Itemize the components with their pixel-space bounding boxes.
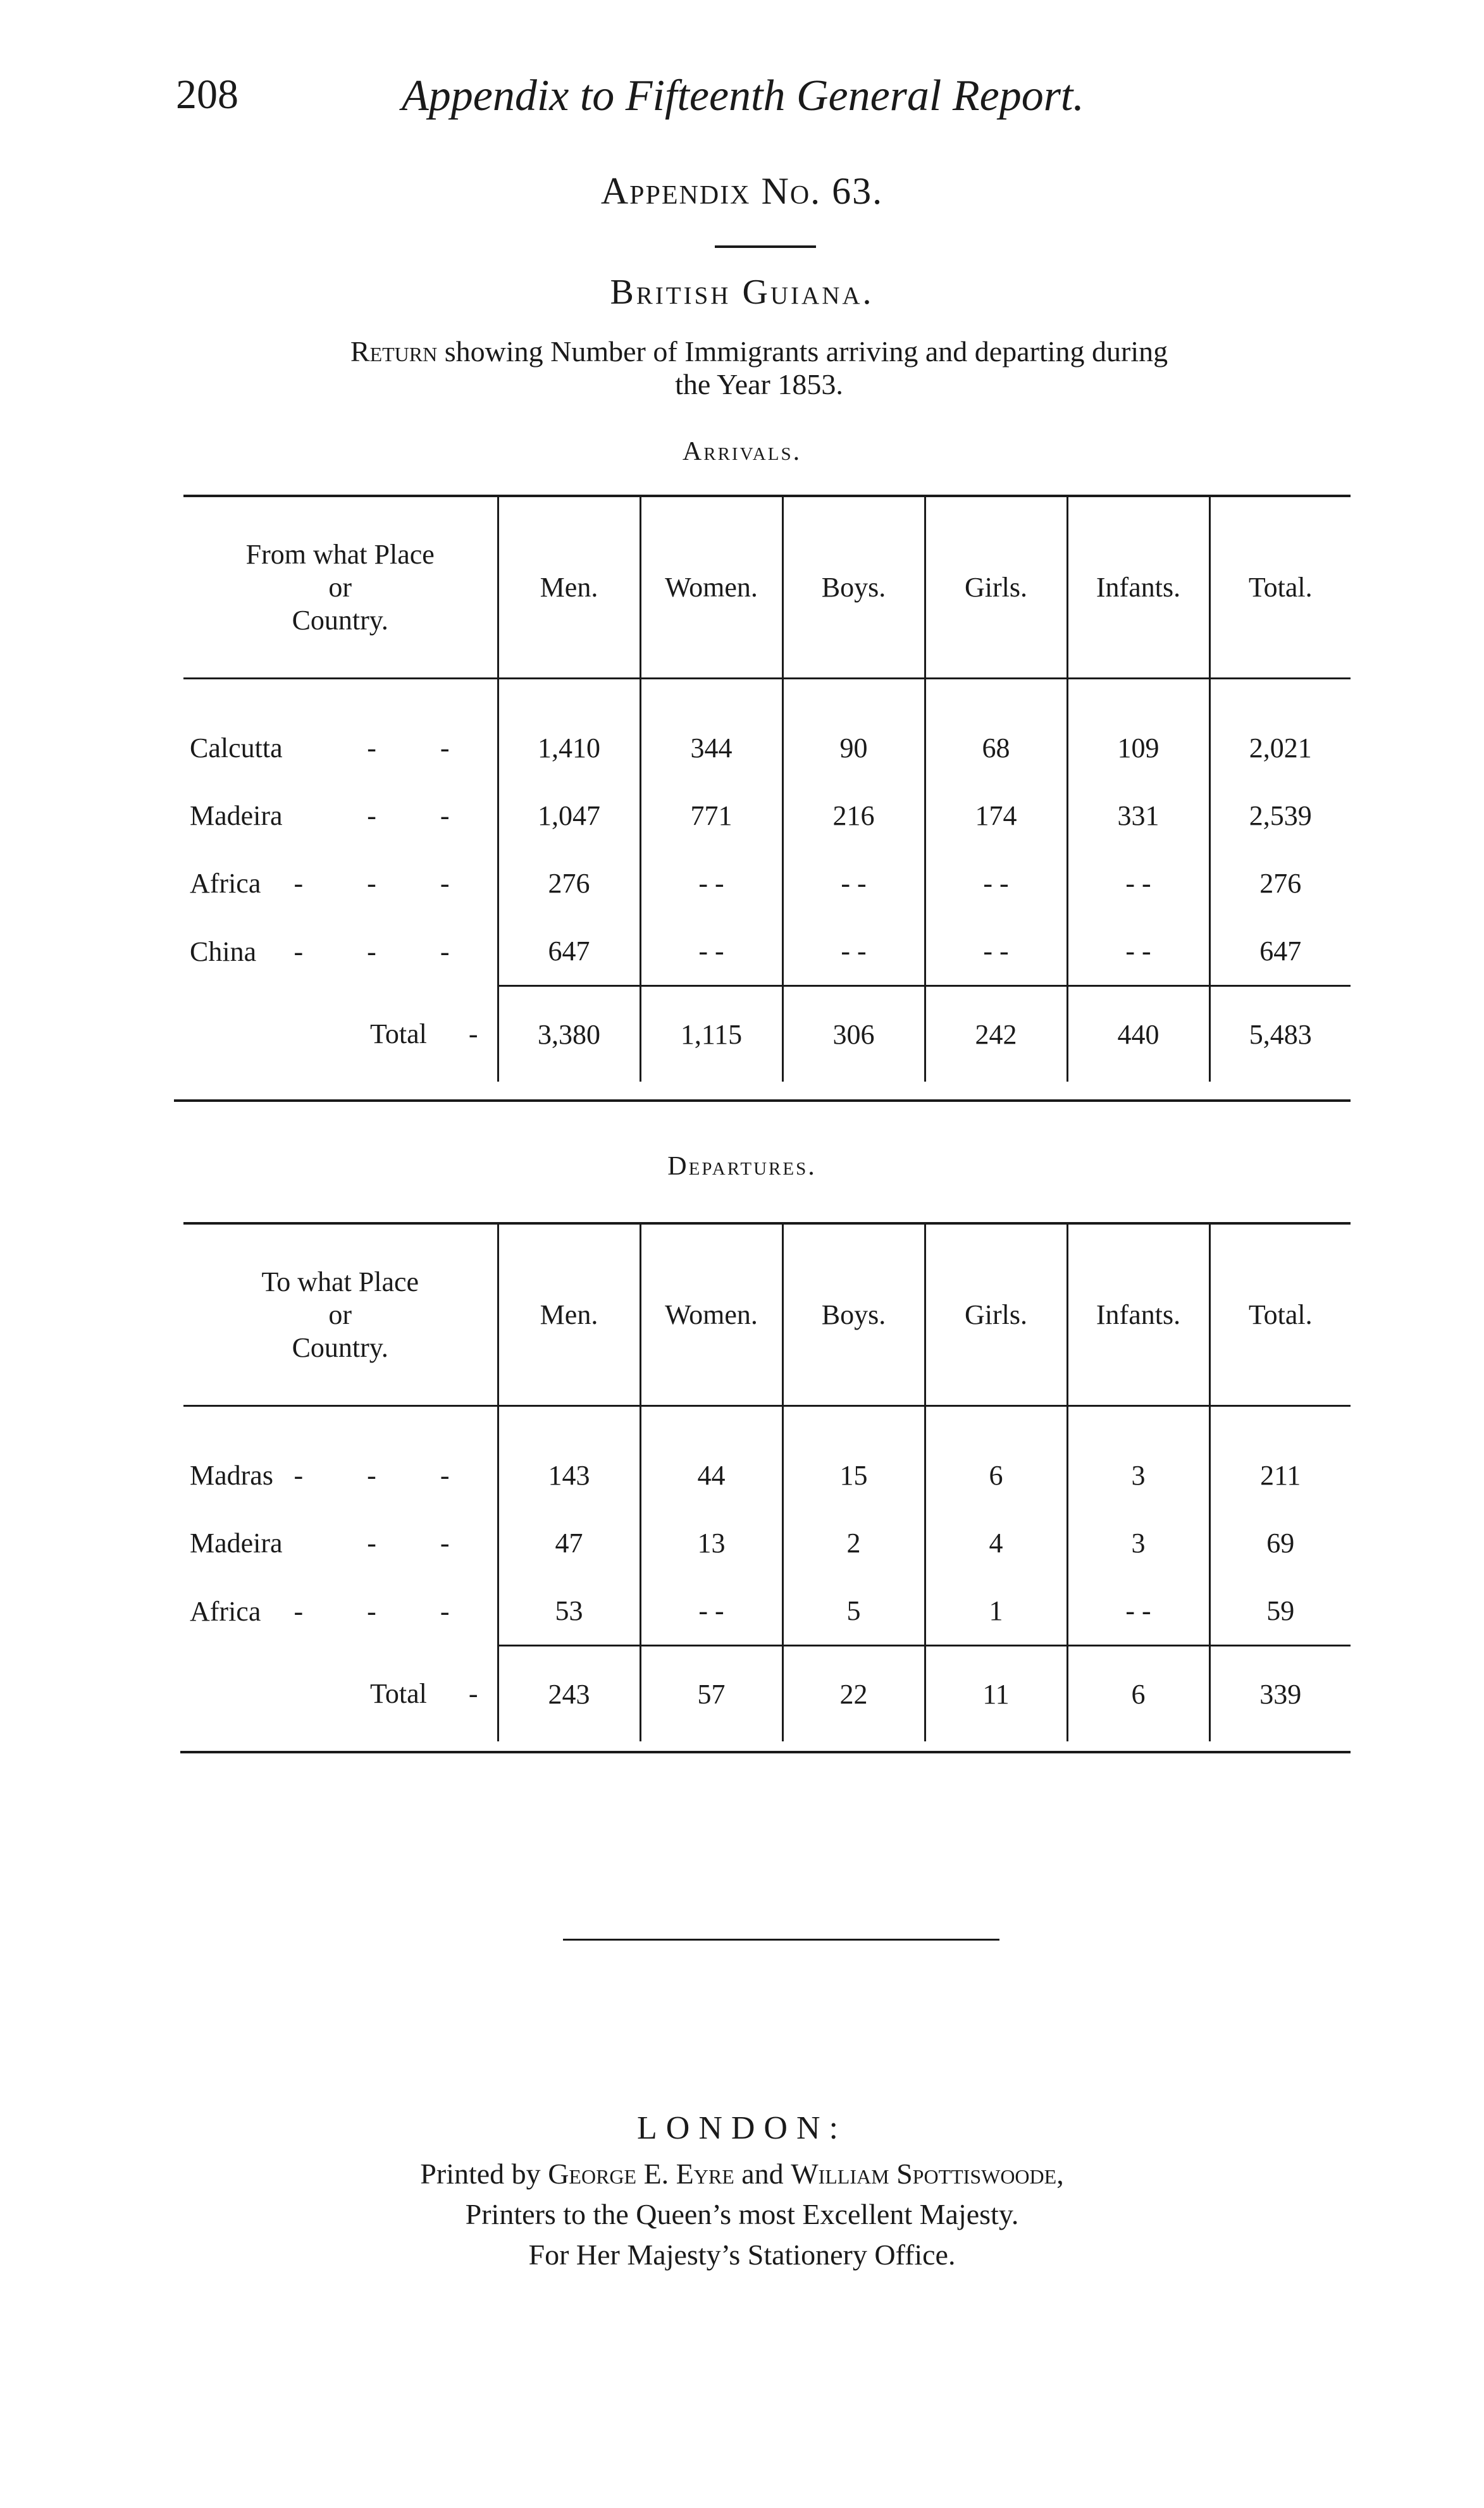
- boys-header: Boys.: [782, 497, 925, 679]
- appendix-title: Appendix No. 63.: [600, 170, 884, 212]
- men-cell: 53: [498, 1577, 640, 1646]
- total-row: [183, 1646, 1351, 1742]
- page-number: 208: [176, 71, 238, 118]
- women-total: 57: [640, 1646, 782, 1742]
- women-header: Women.: [640, 1225, 782, 1406]
- infants-total: 6: [1067, 1646, 1209, 1742]
- place-header-line3: Country.: [292, 1331, 388, 1363]
- men-header: Men.: [498, 497, 640, 679]
- footer-divider: [563, 1939, 999, 1941]
- girls-cell: 4: [925, 1509, 1067, 1577]
- total-label: Total -: [370, 1677, 478, 1709]
- departures-title: Departures.: [667, 1152, 817, 1181]
- infants-cell: 3: [1067, 1442, 1209, 1509]
- girls-cell: - -: [925, 917, 1067, 986]
- return-word: Return: [350, 335, 438, 368]
- departures-table: [183, 1225, 1351, 1741]
- men-cell: 1,047: [498, 782, 640, 849]
- girls-cell: 6: [925, 1442, 1067, 1509]
- women-cell: 344: [640, 714, 782, 782]
- total-row: [183, 986, 1351, 1082]
- men-cell: 143: [498, 1442, 640, 1509]
- boys-header: Boys.: [782, 1225, 925, 1406]
- total-cell: 2,021: [1209, 714, 1351, 782]
- men-cell: 47: [498, 1509, 640, 1577]
- men-header: Men.: [498, 1225, 640, 1406]
- imprint-city: LONDON:: [637, 2110, 847, 2146]
- total-cell: 211: [1209, 1442, 1351, 1509]
- girls-cell: 68: [925, 714, 1067, 782]
- total-label: Total -: [370, 1018, 478, 1049]
- arrivals-bottom-rule: [174, 1099, 1351, 1102]
- girls-cell: 1: [925, 1577, 1067, 1646]
- boys-cell: 90: [782, 714, 925, 782]
- women-header: Women.: [640, 497, 782, 679]
- colony-title: British Guiana.: [610, 273, 874, 312]
- women-cell: - -: [640, 1577, 782, 1646]
- infants-header: Infants.: [1067, 1225, 1209, 1406]
- printer-two: William Spottiswoode,: [791, 2158, 1064, 2190]
- table-row: [183, 1442, 1351, 1509]
- imprint: [0, 2154, 1484, 2275]
- men-total: 3,380: [498, 986, 640, 1082]
- infants-cell: 109: [1067, 714, 1209, 782]
- title-divider: [715, 245, 816, 248]
- infants-cell: 331: [1067, 782, 1209, 849]
- imprint-line3: For Her Majesty’s Stationery Office.: [528, 2239, 956, 2271]
- arrivals-title: Arrivals.: [682, 437, 802, 466]
- infants-cell: - -: [1067, 1577, 1209, 1646]
- total-cell: 59: [1209, 1577, 1351, 1646]
- women-cell: 13: [640, 1509, 782, 1577]
- return-line2: the Year 1853.: [675, 368, 843, 400]
- place-cell: Africa - - -: [190, 868, 478, 899]
- return-line1: showing Number of Immigrants arriving and departing during: [437, 335, 1168, 368]
- running-title: Appendix to Fifteenth General Report.: [402, 71, 1084, 120]
- women-total: 1,115: [640, 986, 782, 1082]
- men-cell: 276: [498, 849, 640, 917]
- table-row: [183, 1509, 1351, 1577]
- infants-total: 440: [1067, 986, 1209, 1082]
- boys-cell: 2: [782, 1509, 925, 1577]
- total-cell: 647: [1209, 917, 1351, 986]
- departures-bottom-rule: [180, 1751, 1351, 1753]
- women-cell: - -: [640, 917, 782, 986]
- table-row: [183, 782, 1351, 849]
- place-cell: Madras - - -: [190, 1460, 478, 1491]
- girls-cell: 174: [925, 782, 1067, 849]
- place-header: [183, 1225, 498, 1406]
- total-cell: 276: [1209, 849, 1351, 917]
- grand-total: 339: [1209, 1646, 1351, 1742]
- arrivals-header-row: [183, 497, 1351, 679]
- place-cell: Calcutta - -: [190, 732, 478, 763]
- infants-cell: - -: [1067, 849, 1209, 917]
- total-header: Total.: [1209, 1225, 1351, 1406]
- boys-cell: 216: [782, 782, 925, 849]
- table-row: [183, 849, 1351, 917]
- place-cell: Madeira - -: [190, 1528, 478, 1559]
- place-cell: Madeira - -: [190, 800, 478, 831]
- girls-total: 11: [925, 1646, 1067, 1742]
- girls-cell: - -: [925, 849, 1067, 917]
- place-header-line1: From what Place: [245, 538, 435, 570]
- arrivals-table: [183, 497, 1351, 1082]
- table-row: [183, 714, 1351, 782]
- girls-header: Girls.: [925, 497, 1067, 679]
- place-header-line1: To what Place: [261, 1266, 419, 1297]
- boys-total: 22: [782, 1646, 925, 1742]
- table-row: [183, 917, 1351, 986]
- printed-by: Printed by: [420, 2158, 548, 2190]
- boys-cell: - -: [782, 917, 925, 986]
- place-header-line3: Country.: [292, 604, 388, 636]
- boys-cell: - -: [782, 849, 925, 917]
- girls-total: 242: [925, 986, 1067, 1082]
- men-total: 243: [498, 1646, 640, 1742]
- women-cell: - -: [640, 849, 782, 917]
- men-cell: 1,410: [498, 714, 640, 782]
- printer-one: George E. Eyre: [548, 2158, 734, 2190]
- departures-header-row: [183, 1225, 1351, 1406]
- place-cell: China - - -: [190, 936, 478, 967]
- total-header: Total.: [1209, 497, 1351, 679]
- men-cell: 647: [498, 917, 640, 986]
- boys-total: 306: [782, 986, 925, 1082]
- girls-header: Girls.: [925, 1225, 1067, 1406]
- women-cell: 44: [640, 1442, 782, 1509]
- infants-header: Infants.: [1067, 497, 1209, 679]
- place-header-line2: or: [328, 571, 352, 603]
- boys-cell: 5: [782, 1577, 925, 1646]
- table-row: [183, 1577, 1351, 1646]
- grand-total: 5,483: [1209, 986, 1351, 1082]
- return-description: [240, 335, 1278, 401]
- place-cell: Africa - - -: [190, 1595, 478, 1627]
- total-cell: 2,539: [1209, 782, 1351, 849]
- infants-cell: 3: [1067, 1509, 1209, 1577]
- imprint-and: and: [734, 2158, 791, 2190]
- place-header: [183, 497, 498, 679]
- imprint-line2: Printers to the Queen’s most Excellent Majesty.: [465, 2198, 1019, 2230]
- total-cell: 69: [1209, 1509, 1351, 1577]
- boys-cell: 15: [782, 1442, 925, 1509]
- place-header-line2: or: [328, 1299, 352, 1330]
- women-cell: 771: [640, 782, 782, 849]
- infants-cell: - -: [1067, 917, 1209, 986]
